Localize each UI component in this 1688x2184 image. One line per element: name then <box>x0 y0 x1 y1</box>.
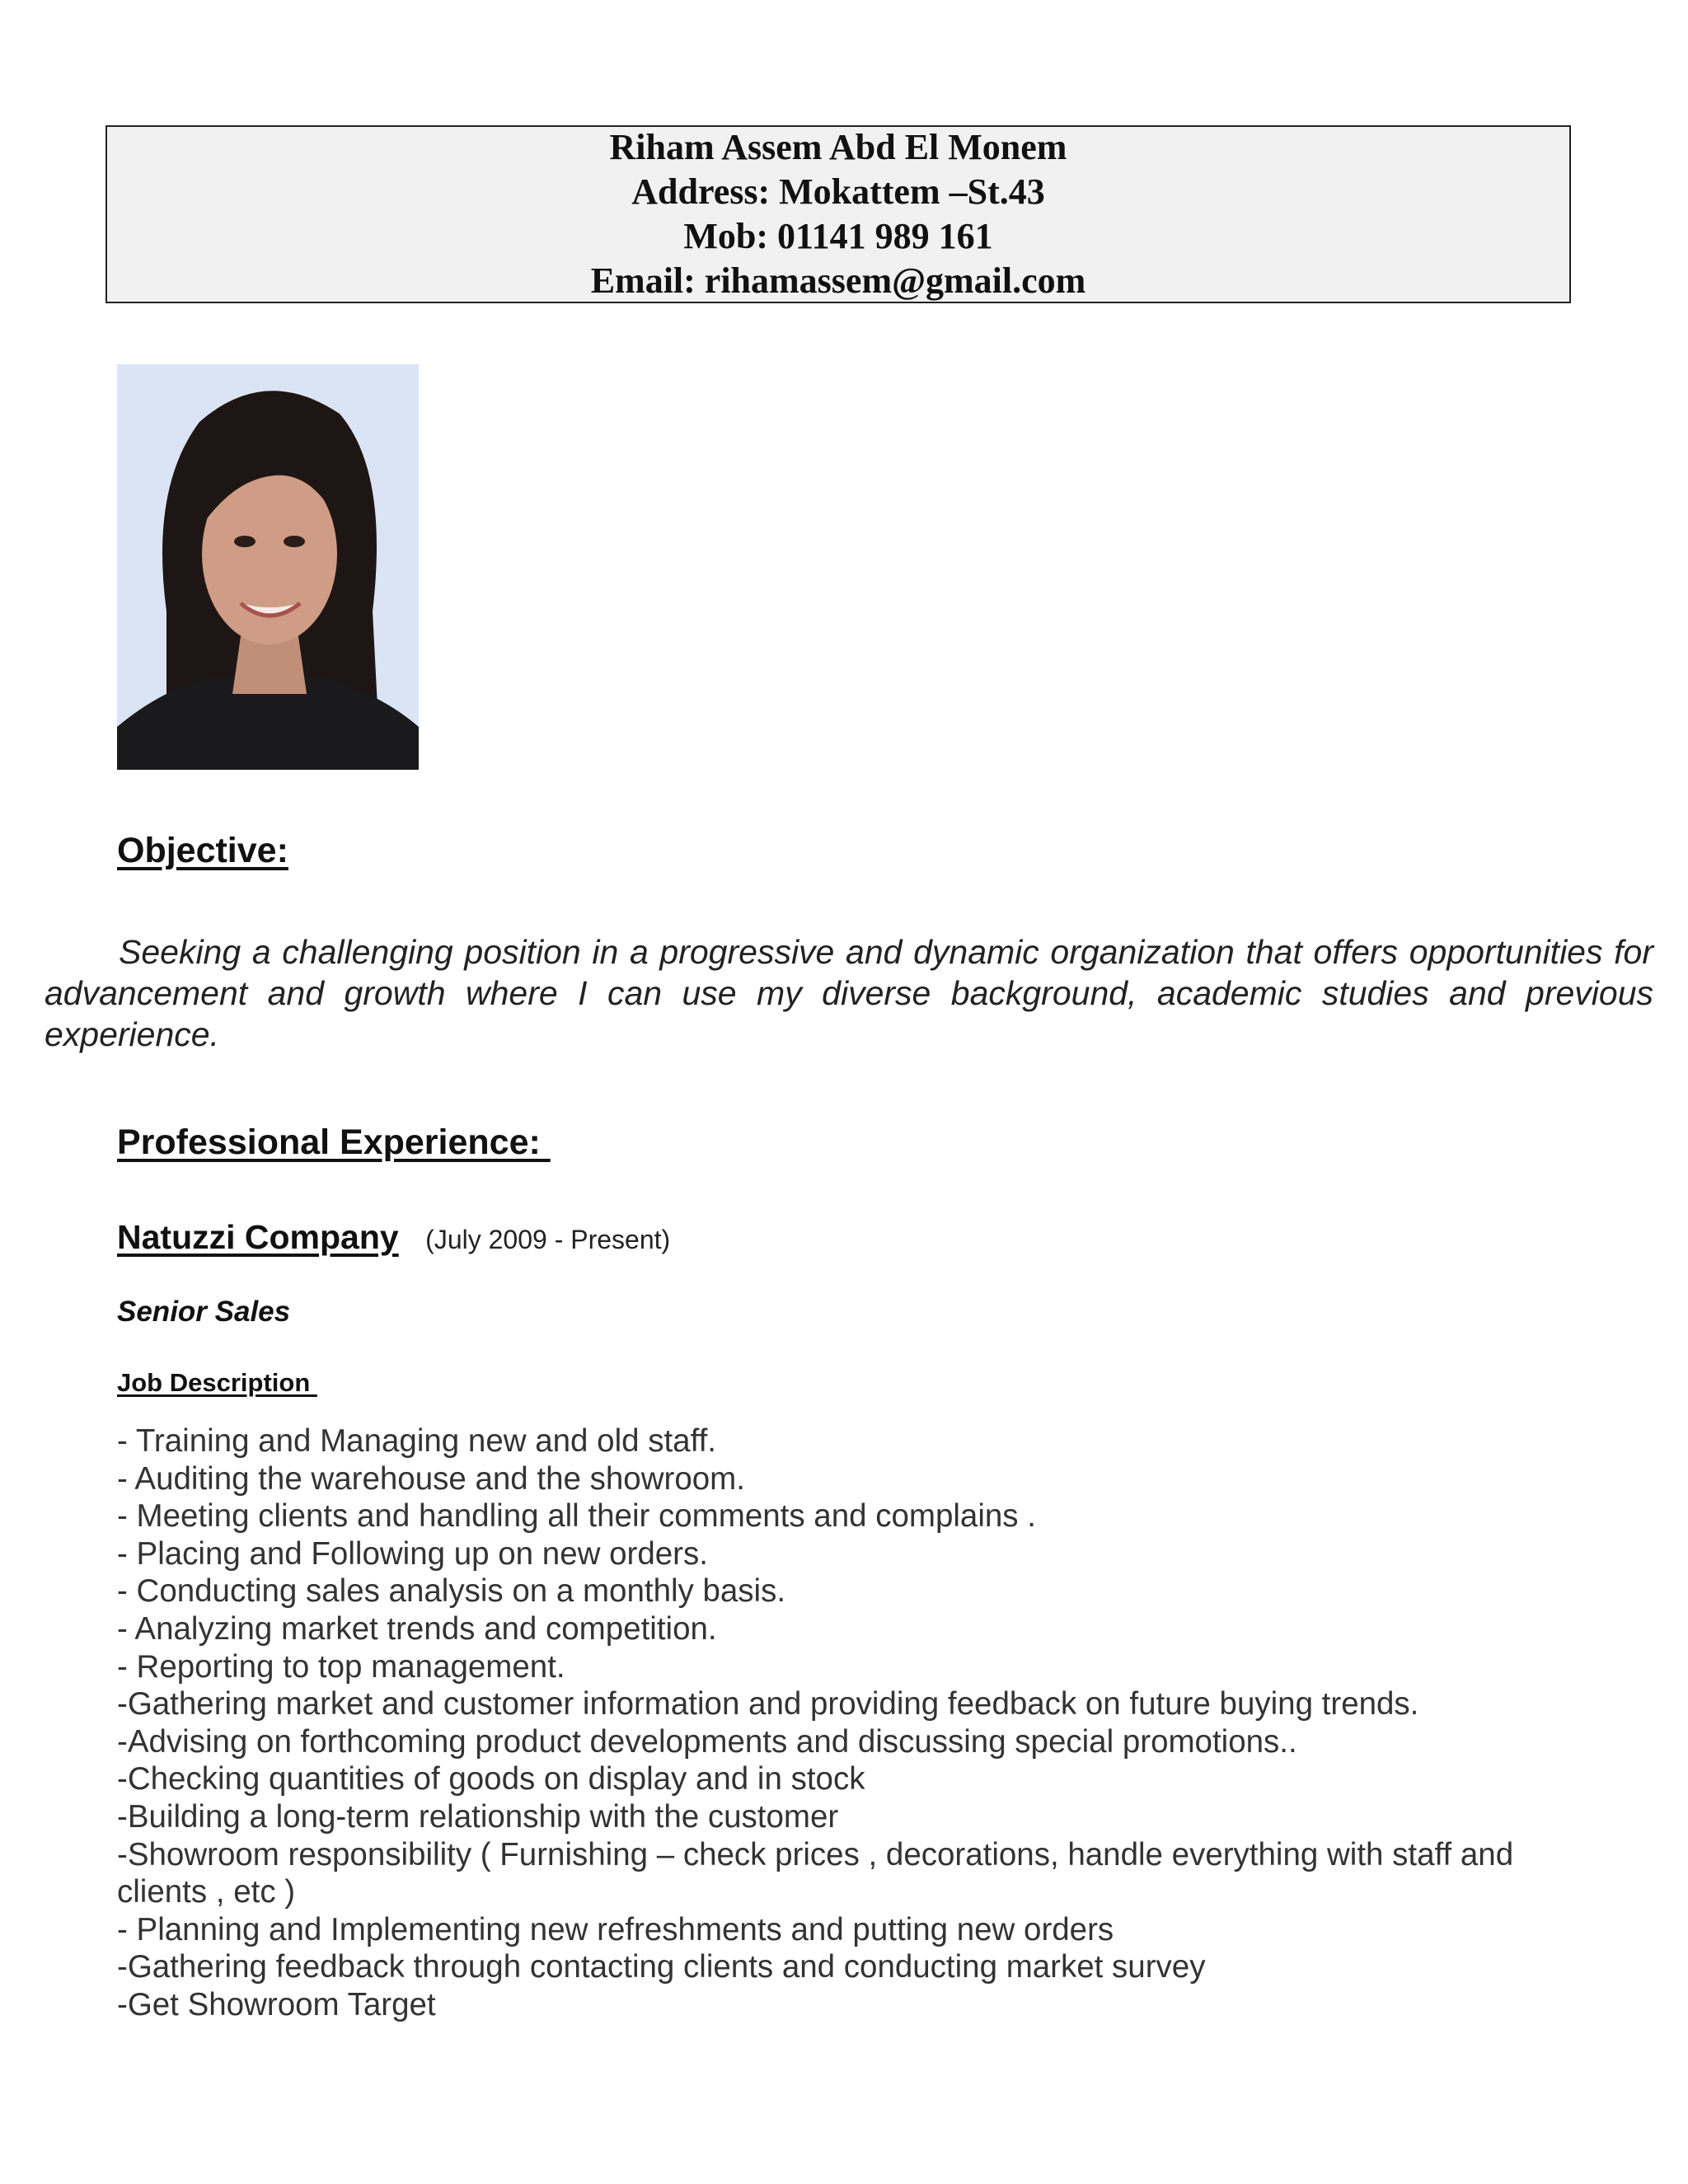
duty-list <box>117 1422 1584 2024</box>
candidate-name: Riham Assem Abd El Monem <box>609 127 1067 167</box>
experience-heading: Professional Experience: <box>117 1122 551 1162</box>
duty-item: -Showroom responsibility ( Furnishing – check prices , decorations, handle everything with staff and clients , etc ) <box>117 1836 1514 1910</box>
duty-item: -Gathering market and customer information and providing feedback on future buying trends. <box>117 1686 1419 1722</box>
duty-item: - Placing and Following up on new orders. <box>117 1535 708 1572</box>
duty-item: - Reporting to top management. <box>117 1648 565 1685</box>
duty-item: -Checking quantities of goods on display and in stock <box>117 1761 865 1797</box>
duty-item: - Auditing the warehouse and the showroom. <box>117 1460 745 1497</box>
candidate-address: Address: Mokattem –St.43 <box>631 171 1045 212</box>
duty-item: - Training and Managing new and old staff. <box>117 1423 716 1459</box>
job-description-heading: Job Description <box>117 1368 317 1397</box>
objective-heading: Objective: <box>117 831 288 870</box>
duty-item: -Advising on forthcoming product developments and discussing special promotions.. <box>117 1723 1297 1760</box>
portrait-image <box>117 364 419 770</box>
objective-statement: Seeking a challenging position in a progressive and dynamic organization that offers opportunities for advancement and growth where I can use my diverse background, academic studies and previous experience. <box>45 933 1653 1053</box>
job-title: Senior Sales <box>117 1296 291 1328</box>
profile-photo <box>117 364 419 770</box>
employment-dates: (July 2009 - Present) <box>425 1225 671 1254</box>
duty-item: -Gathering feedback through contacting clients and conducting market survey <box>117 1949 1206 1985</box>
duty-item: - Meeting clients and handling all their comments and complains . <box>117 1498 1036 1535</box>
duty-item: - Analyzing market trends and competition. <box>117 1610 717 1647</box>
company-line <box>117 1218 670 1257</box>
duty-item: -Get Showroom Target <box>117 1986 436 2022</box>
duty-item: -Building a long-term relationship with the customer <box>117 1798 839 1835</box>
duty-item: - Planning and Implementing new refreshments and putting new orders <box>117 1911 1114 1947</box>
duty-item: - Conducting sales analysis on a monthly basis. <box>117 1573 786 1610</box>
company-name: Natuzzi Company <box>117 1218 399 1256</box>
candidate-email: Email: rihamassem@gmail.com <box>590 260 1086 301</box>
contact-header <box>106 125 1571 303</box>
candidate-mobile: Mob: 01141 989 161 <box>683 216 993 256</box>
